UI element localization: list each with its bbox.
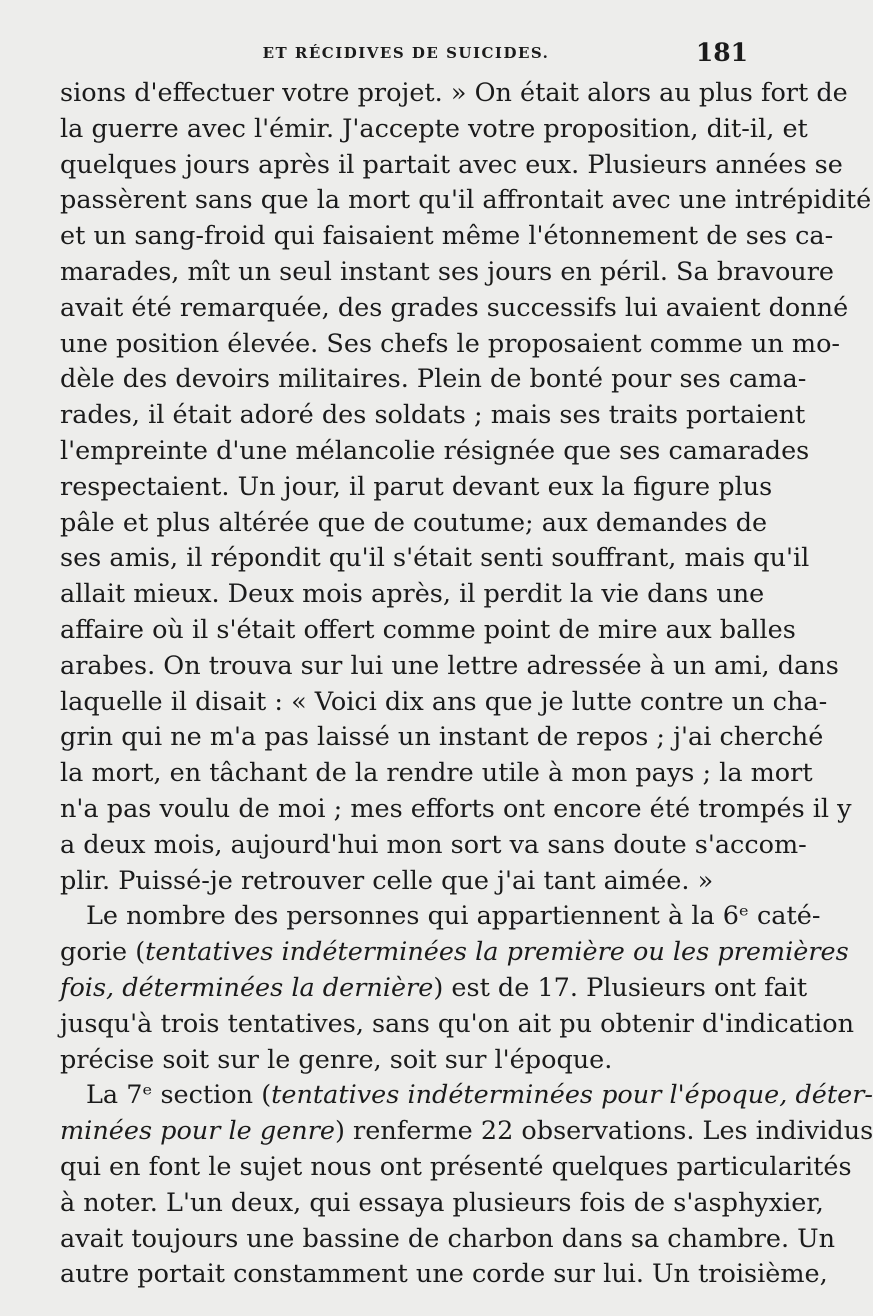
text-line: dèle des devoirs militaires. Plein de bonté pour ses cama-	[60, 364, 807, 395]
text-line	[60, 1078, 873, 1114]
text-line: grin qui ne m'a pas laissé un instant de repos ; j'ai cherché	[60, 722, 824, 753]
text-line: la guerre avec l'émir. J'accepte votre proposition, dit-il, et	[60, 113, 808, 144]
text-line: précise soit sur le genre, soit sur l'époque.	[60, 1044, 613, 1075]
text-line: qui en font le sujet nous ont présenté quelques particularités	[60, 1151, 852, 1182]
text-line: respectaient. Un jour, il parut devant eux la figure plus	[60, 471, 773, 502]
text-run: ) est de 17. Plusieurs ont fait	[433, 972, 808, 1003]
text-run: La 7ᵉ section (	[86, 1080, 272, 1111]
text-line: sions d'effectuer votre projet. » On était alors au plus fort de	[60, 78, 848, 108]
text-run: ) renferme 22 observations. Les individus	[335, 1116, 873, 1147]
italic-text-run: tentatives indéterminées la première ou les premières	[145, 937, 849, 968]
text-line: a deux mois, aujourd'hui mon sort va sans doute s'accom-	[60, 829, 807, 860]
running-head	[60, 38, 752, 76]
text-line: une position élevée. Ses chefs le proposaient comme un mo-	[60, 328, 841, 359]
text-line: laquelle il disait : « Voici dix ans que je lutte contre un cha-	[60, 686, 828, 717]
text-line: passèrent sans que la mort qu'il affrontait avec une intrépidité	[60, 185, 872, 216]
italic-text-run: fois, déterminées la dernière	[60, 972, 434, 1003]
text-line	[60, 1114, 873, 1150]
text-line: et un sang-froid qui faisaient même l'étonnement de ses ca-	[60, 221, 834, 252]
text-line: affaire où il s'était offert comme point de mire aux balles	[60, 614, 796, 645]
text-line: ses amis, il répondit qu'il s'était senti souffrant, mais qu'il	[60, 543, 810, 574]
italic-text-run: minées pour le genre	[60, 1116, 335, 1147]
text-line: Le nombre des personnes qui appartiennent à la 6ᵉ caté-	[86, 901, 821, 932]
text-run: gorie (	[60, 937, 146, 968]
text-line: marades, mît un seul instant ses jours en péril. Sa bravoure	[60, 256, 835, 287]
text-line: allait mieux. Deux mois après, il perdit la vie dans une	[60, 579, 765, 610]
text-line: arabes. On trouva sur lui une lettre adressée à un ami, dans	[60, 650, 839, 681]
text-line	[60, 935, 849, 971]
text-line: pâle et plus altérée que de coutume; aux demandes de	[60, 507, 768, 538]
running-title: ET RÉCIDIVES DE SUICIDES.	[262, 44, 550, 62]
text-line: avait toujours une bassine de charbon dans sa chambre. Un	[60, 1223, 836, 1254]
text-line: jusqu'à trois tentatives, sans qu'on ait pu obtenir d'indication	[60, 1008, 855, 1039]
text-line: la mort, en tâchant de la rendre utile à mon pays ; la mort	[60, 758, 813, 789]
text-line: plir. Puissé-je retrouver celle que j'ai tant aimée. »	[60, 865, 714, 896]
text-line: avait été remarquée, des grades successifs lui avaient donné	[60, 292, 849, 323]
text-line: n'a pas voulu de moi ; mes efforts ont encore été trompés il y	[60, 793, 852, 824]
text-line: rades, il était adoré des soldats ; mais ses traits portaient	[60, 400, 806, 431]
text-line: autre portait constamment une corde sur lui. Un troisième,	[60, 1259, 828, 1290]
text-line: à noter. L'un deux, qui essaya plusieurs fois de s'asphyxier,	[60, 1187, 824, 1218]
italic-text-run: tentatives indéterminées pour l'époque, déter-	[271, 1080, 873, 1111]
text-line: quelques jours après il partait avec eux. Plusieurs années se	[60, 149, 843, 180]
text-line: l'empreinte d'une mélancolie résignée que ses camarades	[60, 435, 810, 466]
text-line	[60, 971, 808, 1007]
body-text	[60, 76, 873, 1293]
page-number: 181	[695, 38, 748, 67]
